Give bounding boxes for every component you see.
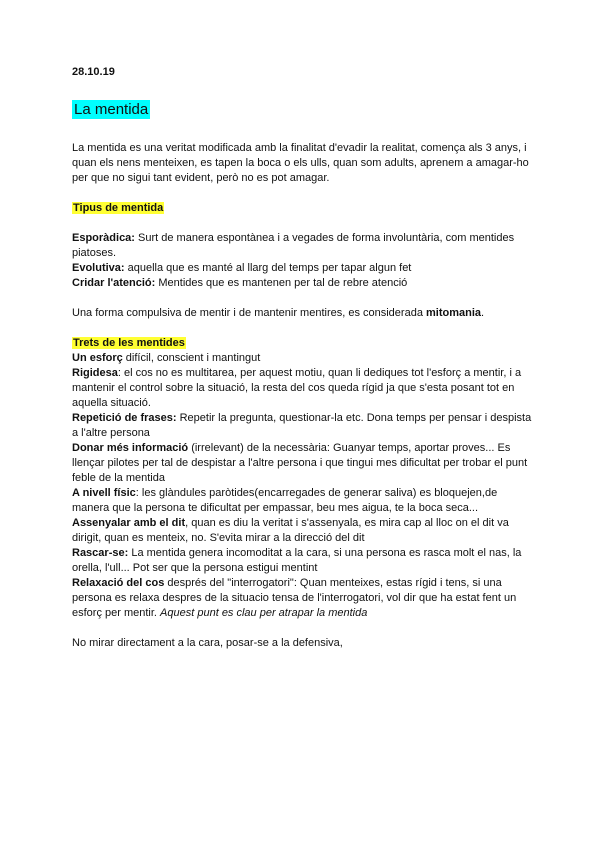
item-text: La mentida genera incomoditat a la cara, si una persona es rasca molt el nas, la orella, l'ull... Pot ser que la persona estigui mentint [72,547,522,574]
item-text: : el cos no es multitarea, per aquest motiu, quan li dediques tot l'esforç a mentir, i a mantenir el control sobre la situació, la resta del cos queda rígid ja que s'esta posant tot en aquella situació. [72,367,522,409]
item-text: Mentides que es mantenen per tal de rebre atenció [155,277,408,289]
item-text: aquella que es manté al llarg del temps per tapar algun fet [124,262,412,274]
document-date: 28.10.19 [72,66,115,78]
item-term: Rigidesa [72,367,118,379]
item-text: , quan es diu la veritat i s'assenyala, es mira cap al lloc on el dit va dirigit, quan es menteix, no. S'evita mirar a la direcció del dit [72,517,509,544]
list-item [72,546,532,576]
item-text: després del "interrogatori": Quan menteixes, estas rígid i tens, si una persona es relaxa despres de la situacio tensa de l'interrogatori, vol dir que ha estat fent un esforç per mentir. [72,577,517,619]
closing-paragraph: No mirar directament a la cara, posar-se a la defensiva, [72,637,343,649]
list-item [72,261,532,276]
list-item [72,441,532,486]
page-title: La mentida [74,101,149,118]
types-heading-line [72,201,532,216]
item-term: Un esforç [72,352,123,364]
list-item [72,516,532,546]
list-item [72,411,532,441]
item-term: Relaxació del cos [72,577,165,589]
item-text: (irrelevant) de la necessària: Guanyar temps, aportar proves... Es llençar pilotes per tal de despistar a l'altre persona i que tingui mes dificultat per trobar el punt feble de la mentida [72,442,528,484]
item-term: Rascar-se: [72,547,129,559]
intro-paragraph: La mentida es una veritat modificada amb la finalitat d'evadir la realitat, comença als 3 anys, i quan els nens menteixen, es tapen la boca o els ulls, quan som adults, aprenem a amagar-ho per que no sigui tant evident, però no es pot amagar. [72,142,529,184]
list-item [72,231,532,261]
item-text: : les glàndules paròtides(encarregades de generar saliva) es bloquejen,de manera que la persona te dificultat per empassar, beu mes aigua, te la boca seca... [72,487,498,514]
item-term: A nivell físic [72,487,136,499]
list-item [72,486,532,516]
item-text: difícil, conscient i mantingut [122,352,261,364]
traits-heading: Trets de les mentides [73,337,185,349]
list-item [72,366,532,411]
item-term: Cridar l'atenció: [72,277,156,289]
traits-list [72,351,532,621]
list-item [72,276,532,291]
item-term: Repetició de frases: [72,412,177,424]
item-term: Donar més informació [72,442,189,454]
list-item [72,351,532,366]
item-term: Assenyalar amb el dit [72,517,186,529]
types-heading: Tipus de mentida [73,202,164,214]
item-text: Surt de manera espontànea i a vegades de forma involuntària, com mentides piatoses. [72,232,515,259]
types-list [72,231,532,291]
item-term: Esporàdica: [72,232,135,244]
list-item [72,576,532,621]
compulsive-text: Una forma compulsiva de mentir i de mantenir mentires, es considerada [72,307,426,319]
item-italic-note: Aquest punt es clau per atrapar la mentida [160,607,368,619]
compulsive-paragraph [72,306,532,321]
item-text: Repetir la pregunta, questionar-la etc. Dona temps per pensar i despista a l'altre persona [72,412,532,439]
compulsive-term: mitomania [426,307,482,319]
compulsive-end: . [481,307,485,319]
item-term: Evolutiva: [72,262,125,274]
traits-heading-line [72,336,532,351]
document-page [72,66,532,651]
